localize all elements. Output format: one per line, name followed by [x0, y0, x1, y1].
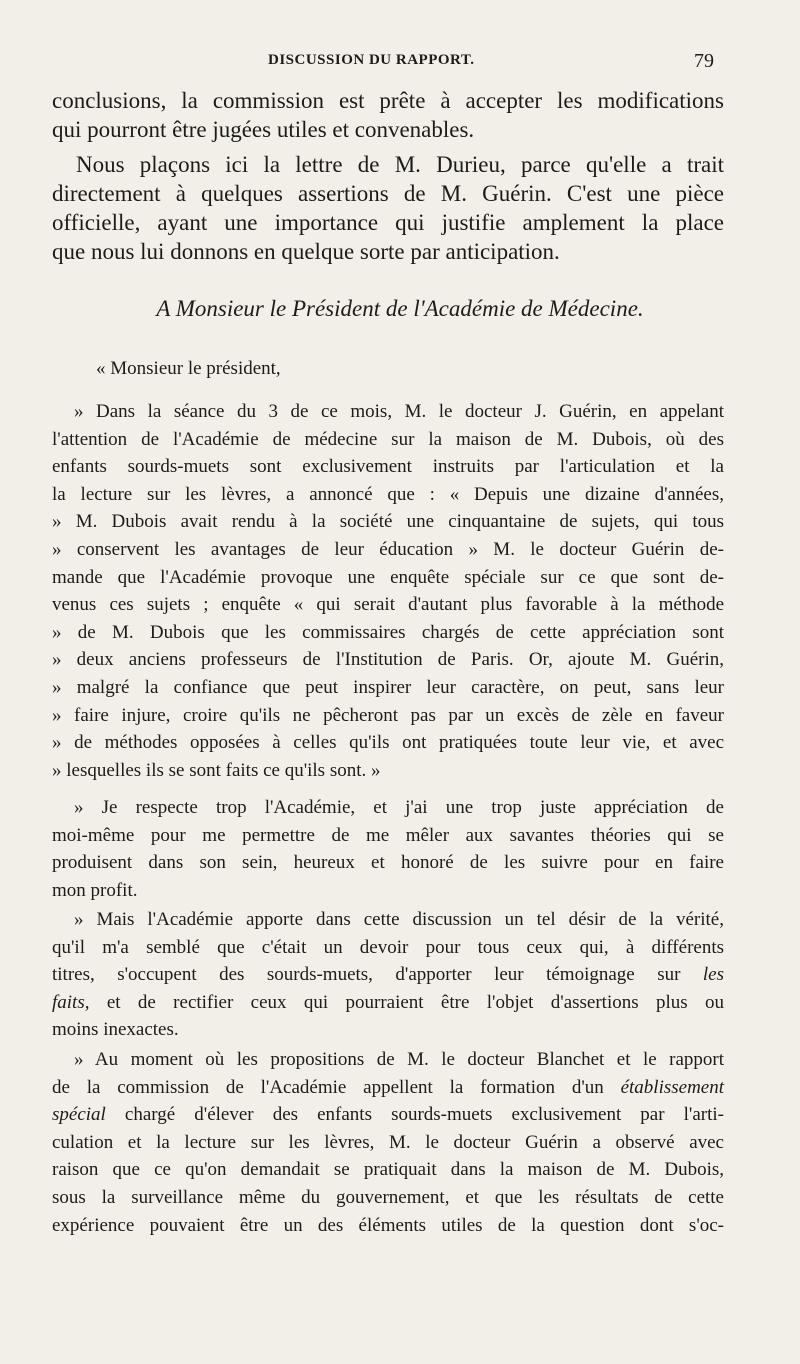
text-line: » faire injure, croire qu'ils ne pêcheront pas par un excès de zèle en faveur	[52, 704, 724, 726]
text-line	[52, 989, 724, 1017]
italic-text: spécial	[52, 1104, 106, 1126]
intro-paragraph-2	[52, 150, 724, 266]
page-number: 79	[694, 50, 714, 72]
italic-text: établissement	[620, 1076, 725, 1098]
letter-salutation: « Monsieur le président,	[96, 358, 281, 379]
text-line: l'attention de l'Académie de médecine sur la maison de M. Dubois, où des	[52, 428, 724, 450]
text-line: mande que l'Académie provoque une enquête spéciale sur ce que sont de-	[52, 566, 724, 588]
text-line: » malgré la confiance que peut inspirer leur caractère, on peut, sans leur	[52, 676, 724, 698]
text-line: » Je respecte trop l'Académie, et j'ai une trop juste appréciation de	[74, 797, 724, 818]
letter-paragraph-2	[52, 794, 724, 904]
text-line: » Mais l'Académie apporte dans cette discussion un tel désir de la vérité,	[74, 909, 724, 930]
text-line: directement à quelques assertions de M. Guérin. C'est une pièce	[52, 181, 724, 206]
text-line: moi-même pour me permettre de me mêler aux savantes théories qui se	[52, 824, 724, 846]
text-line: » deux anciens professeurs de l'Institution de Paris. Or, ajoute M. Guérin,	[52, 649, 724, 671]
italic-text: les	[702, 964, 724, 986]
text-line	[52, 1074, 724, 1102]
text-segment: et de rectifier ceux qui pourraient être l'objet d'assertions plus ou	[106, 991, 725, 1013]
text-line	[52, 1101, 724, 1129]
text-line: » de méthodes opposées à celles qu'ils ont pratiquées toute leur vie, et avec	[52, 732, 724, 754]
text-line: la lecture sur les lèvres, a annoncé que : « Depuis une dizaine d'années,	[52, 483, 724, 505]
text-line: mon profit.	[52, 879, 138, 901]
text-segment: titres, s'occupent des sourds-muets, d'apporter leur témoignage sur	[52, 964, 681, 986]
running-head: DISCUSSION DU RAPPORT.	[268, 52, 475, 68]
letter-heading: A Monsieur le Président de l'Académie de Médecine.	[156, 296, 644, 321]
text-line: officielle, ayant une importance qui justifie amplement la place	[52, 210, 724, 235]
intro-paragraph-1	[52, 86, 724, 144]
text-segment: chargé d'élever des enfants sourds-muets exclusivement par l'arti-	[124, 1104, 725, 1126]
text-line: culation et la lecture sur les lèvres, M. le docteur Guérin a observé avec	[52, 1131, 724, 1153]
text-line: sous la surveillance même du gouvernement, et que les résultats de cette	[52, 1186, 724, 1208]
text-segment: de la commission de l'Académie appellent la formation d'un	[52, 1076, 604, 1098]
text-line: » conservent les avantages de leur éducation » M. le docteur Guérin de-	[52, 538, 724, 560]
text-line: venus ces sujets ; enquête « qui serait d'autant plus favorable à la méthode	[52, 594, 724, 616]
text-line: » de M. Dubois que les commissaires chargés de cette appréciation sont	[52, 621, 724, 643]
letter-paragraph-3	[52, 906, 724, 1044]
text-line: » M. Dubois avait rendu à la société une cinquantaine de sujets, qui tous	[52, 511, 724, 533]
text-line: conclusions, la commission est prête à accepter les modifications	[52, 88, 724, 113]
text-line: produisent dans son sein, heureux et honoré de les suivre pour en faire	[52, 852, 724, 874]
text-line: raison que ce qu'on demandait se pratiquait dans la maison de M. Dubois,	[52, 1159, 724, 1181]
text-line: moins inexactes.	[52, 1019, 179, 1041]
italic-text: faits,	[52, 991, 90, 1013]
text-line: enfants sourds-muets sont exclusivement instruits par l'articulation et la	[52, 456, 724, 478]
text-line: que nous lui donnons en quelque sorte par anticipation.	[52, 239, 560, 264]
text-line: » lesquelles ils se sont faits ce qu'ils sont. »	[52, 759, 381, 781]
text-line: qu'il m'a semblé que c'était un devoir pour tous ceux qui, à différents	[52, 936, 724, 958]
text-line: » Dans la séance du 3 de ce mois, M. le docteur J. Guérin, en appelant	[74, 401, 724, 422]
letter-paragraph-1	[52, 398, 724, 784]
text-line: » Au moment où les propositions de M. le docteur Blanchet et le rapport	[74, 1049, 724, 1070]
letter-paragraph-4	[52, 1046, 724, 1239]
text-line: qui pourront être jugées utiles et convenables.	[52, 117, 475, 142]
text-line: expérience pouvaient être un des éléments utiles de la question dont s'oc-	[52, 1214, 724, 1236]
text-line	[52, 961, 724, 989]
page-header	[0, 50, 800, 74]
text-line: Nous plaçons ici la lettre de M. Durieu, parce qu'elle a trait	[76, 152, 724, 177]
